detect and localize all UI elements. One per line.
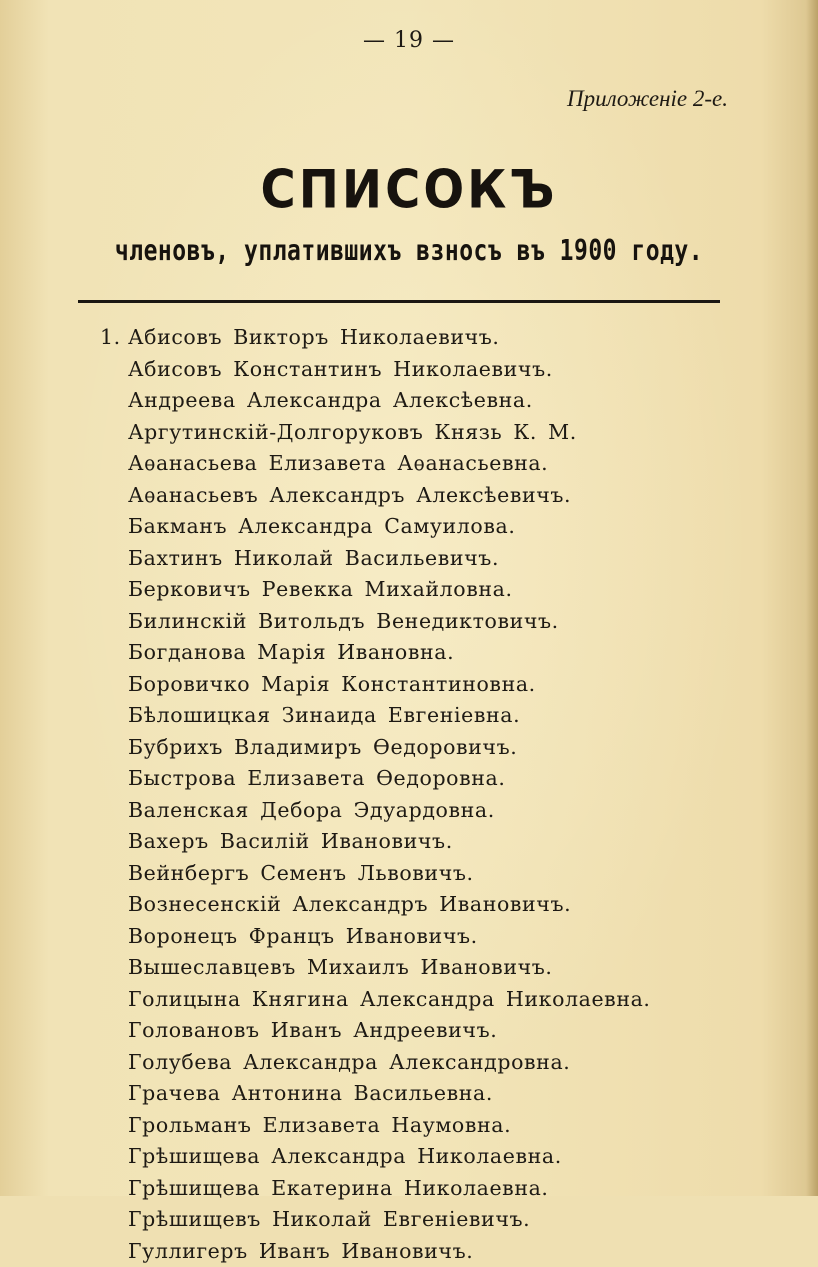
- list-item: [0, 606, 818, 638]
- member-name: Валенская Дебора Эдуардовна.: [128, 795, 495, 827]
- member-name: Абисовъ Константинъ Николаевичъ.: [128, 354, 553, 386]
- list-item: [0, 574, 818, 606]
- list-item: [0, 1204, 818, 1236]
- list-item: [0, 543, 818, 575]
- list-item: [0, 385, 818, 417]
- member-name: Вейнбергъ Семенъ Львовичъ.: [128, 858, 474, 890]
- list-item: [0, 858, 818, 890]
- member-name: Головановъ Иванъ Андреевичъ.: [128, 1015, 497, 1047]
- member-name: Берковичъ Ревекка Михайловна.: [128, 574, 513, 606]
- member-name: Абисовъ Викторъ Николаевичъ.: [128, 322, 500, 354]
- list-item: [0, 448, 818, 480]
- member-name: Андреева Александра Алексѣевна.: [128, 385, 533, 417]
- list-item: [0, 669, 818, 701]
- list-number: 1.: [100, 322, 121, 354]
- member-name: Боровичко Марія Константиновна.: [128, 669, 536, 701]
- list-item: [0, 637, 818, 669]
- member-name: Голицына Княгина Александра Николаевна.: [128, 984, 651, 1016]
- list-item: [0, 732, 818, 764]
- member-name: Билинскій Витольдъ Венедиктовичъ.: [128, 606, 559, 638]
- list-item: [0, 322, 818, 354]
- appendix-label: Приложеніе 2-е.: [567, 86, 728, 112]
- member-name: Аргутинскій-Долгоруковъ Князь К. М.: [128, 417, 577, 449]
- list-item: [0, 1110, 818, 1142]
- list-item: [0, 763, 818, 795]
- list-item: [0, 1047, 818, 1079]
- member-name: Бахтинъ Николай Васильевичъ.: [128, 543, 499, 575]
- list-item: [0, 795, 818, 827]
- member-name: Бакманъ Александра Самуилова.: [128, 511, 515, 543]
- member-name: Гуллигеръ Иванъ Ивановичъ.: [128, 1236, 473, 1267]
- member-name: Бѣлошицкая Зинаида Евгеніевна.: [128, 700, 520, 732]
- member-name: Вышеславцевъ Михаилъ Ивановичъ.: [128, 952, 553, 984]
- list-item: [0, 889, 818, 921]
- member-name: Вознесенскій Александръ Ивановичъ.: [128, 889, 571, 921]
- list-item: [0, 1173, 818, 1205]
- list-item: [0, 984, 818, 1016]
- member-name: Вахеръ Василій Ивановичъ.: [128, 826, 453, 858]
- member-name: Аѳанасьева Елизавета Аѳанасьевна.: [128, 448, 548, 480]
- member-name: Грольманъ Елизавета Наумовна.: [128, 1110, 511, 1142]
- member-name: Быстрова Елизавета Ѳедоровна.: [128, 763, 505, 795]
- member-name: Богданова Марія Ивановна.: [128, 637, 454, 669]
- member-name: Голубева Александра Александровна.: [128, 1047, 570, 1079]
- list-item: [0, 1236, 818, 1267]
- member-name: Грѣшищева Екатерина Николаевна.: [128, 1173, 549, 1205]
- member-name: Бубрихъ Владимиръ Ѳедоровичъ.: [128, 732, 517, 764]
- page-title: СПИСОКЪ: [0, 159, 818, 221]
- list-item: [0, 1141, 818, 1173]
- list-item: [0, 1015, 818, 1047]
- list-item: [0, 921, 818, 953]
- member-name: Грѣшищева Александра Николаевна.: [128, 1141, 562, 1173]
- horizontal-rule: [78, 300, 720, 303]
- page-number: — 19 —: [0, 28, 818, 53]
- list-item: [0, 480, 818, 512]
- member-name: Грачева Антонина Васильевна.: [128, 1078, 493, 1110]
- list-item: [0, 700, 818, 732]
- page-subtitle: членовъ, уплатившихъ взносъ въ 1900 году.: [0, 235, 818, 268]
- list-item: [0, 417, 818, 449]
- list-item: [0, 952, 818, 984]
- member-name: Воронецъ Францъ Ивановичъ.: [128, 921, 478, 953]
- member-list: [0, 322, 818, 1267]
- list-item: [0, 511, 818, 543]
- member-name: Аѳанасьевъ Александръ Алексѣевичъ.: [128, 480, 571, 512]
- list-item: [0, 826, 818, 858]
- list-item: [0, 354, 818, 386]
- list-item: [0, 1078, 818, 1110]
- member-name: Грѣшищевъ Николай Евгеніевичъ.: [128, 1204, 530, 1236]
